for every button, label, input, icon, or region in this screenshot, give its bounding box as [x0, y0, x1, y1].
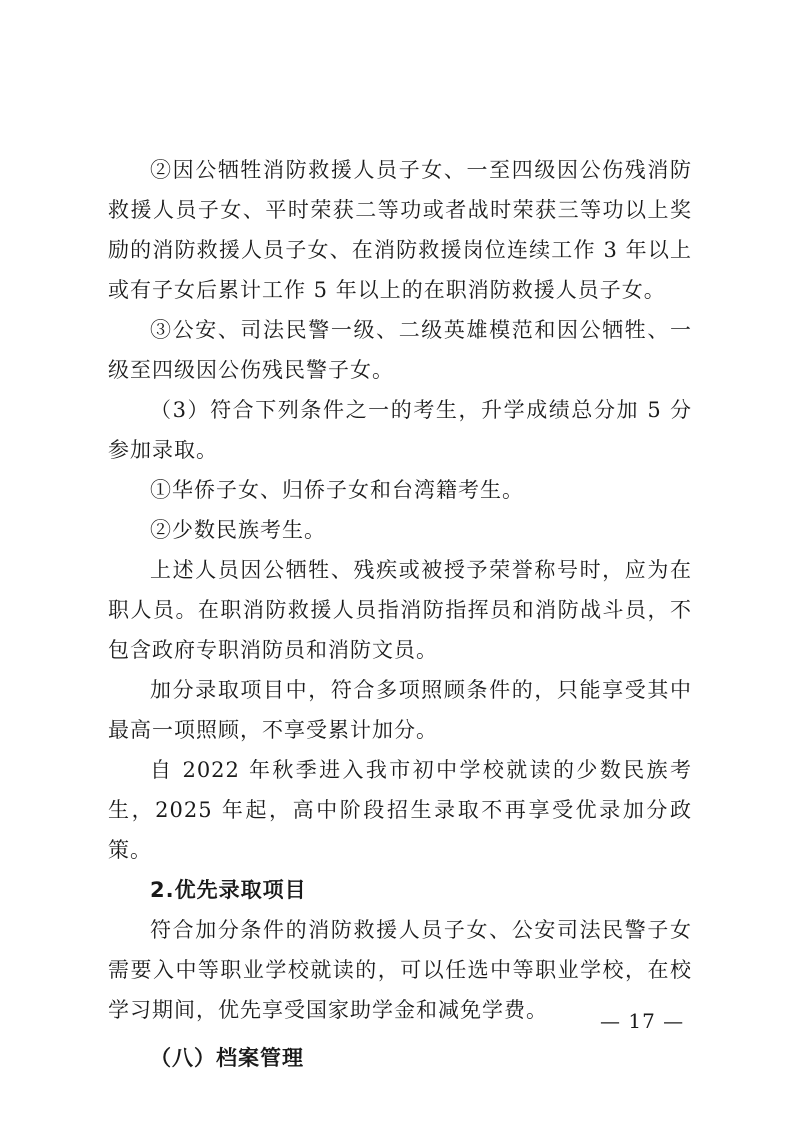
paragraph-2025-policy-change: 自 2022 年秋季进入我市初中学校就读的少数民族考生，2025 年起，高中阶段招生录取不再享受优录加分政策。 [108, 758, 692, 862]
paragraph-item-2-condition: ②因公牺牲消防救援人员子女、一至四级因公伤残消防救援人员子女、平时荣获二等功或者战时荣获三等功以上奖励的消防救援人员子女、在消防救援岗位连续工作 3 年以上或有子女后累计工作 5 年以上的在职消防救援人员子女。 [108, 158, 692, 302]
paragraph-ethnic-minority: ②少数民族考生。 [150, 518, 326, 542]
paragraph-highest-bonus-rule: 加分录取项目中，符合多项照顾条件的，只能享受其中最高一项照顾，不享受累计加分。 [108, 678, 692, 742]
paragraph-bonus-5-points: （3）符合下列条件之一的考生，升学成绩总分加 5 分参加录取。 [108, 398, 692, 462]
page-number: — 17 — [600, 1009, 685, 1033]
document-body [108, 150, 692, 1078]
paragraph-item-3-condition: ③公安、司法民警一级、二级英雄模范和因公牺牲、一级至四级因公伤残民警子女。 [108, 318, 692, 382]
heading-archive-management: （八）档案管理 [150, 1046, 304, 1070]
paragraph-overseas-chinese: ①华侨子女、归侨子女和台湾籍考生。 [150, 478, 524, 502]
paragraph-in-service-note: 上述人员因公牺牲、残疾或被授予荣誉称号时，应为在职人员。在职消防救援人员指消防指挥员和消防战斗员，不包含政府专职消防员和消防文员。 [108, 558, 692, 662]
paragraph-priority-admission: 符合加分条件的消防救援人员子女、公安司法民警子女需要入中等职业学校就读的，可以任选中等职业学校，在校学习期间，优先享受国家助学金和减免学费。 [108, 918, 692, 1022]
heading-priority-admission: 2.优先录取项目 [150, 878, 307, 902]
